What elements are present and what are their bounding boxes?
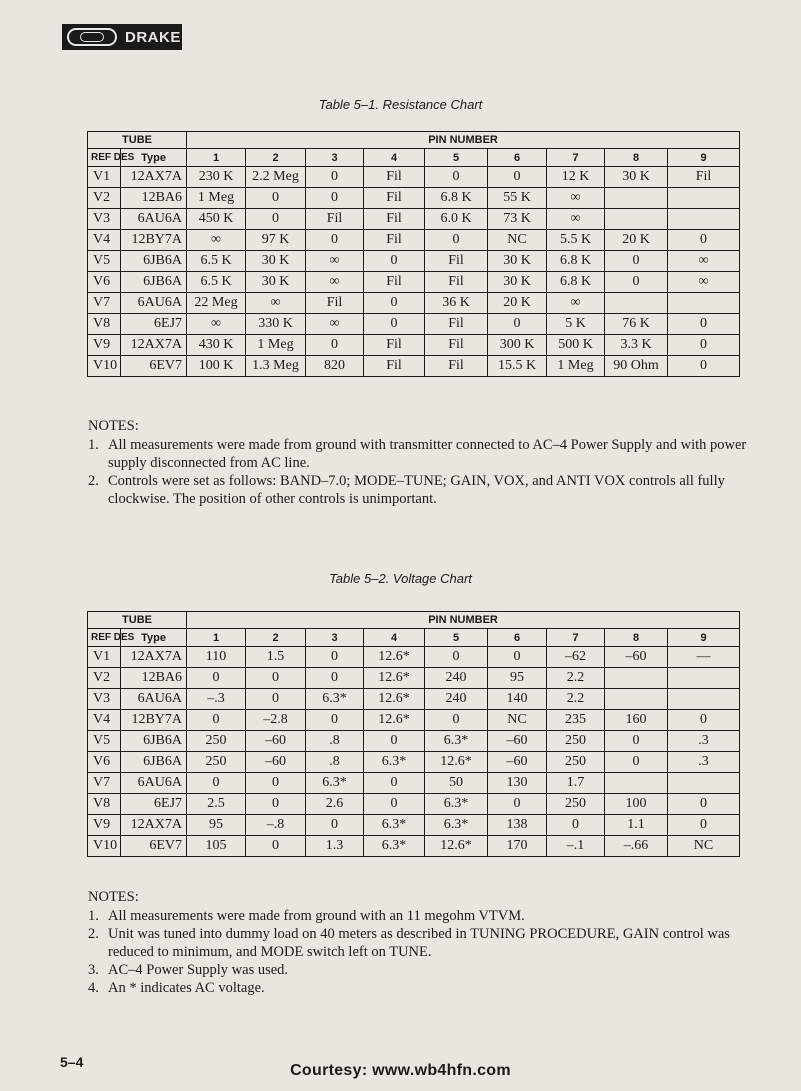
- pin-header-5: 5: [425, 149, 488, 167]
- tube-type-cell: 6JB6A: [121, 272, 187, 293]
- pin-value-cell: 450 K: [187, 209, 246, 230]
- pin-value-cell: 0: [547, 815, 605, 836]
- table-row: [88, 794, 740, 815]
- tube-type-cell: 6JB6A: [121, 752, 187, 773]
- pin-value-cell: Fil: [306, 209, 364, 230]
- pin-value-cell: 0: [246, 794, 306, 815]
- pin-header-3: 3: [306, 149, 364, 167]
- pin-value-cell: 15.5 K: [488, 356, 547, 377]
- pin-value-cell: 0: [246, 209, 306, 230]
- pin-value-cell: 20 K: [488, 293, 547, 314]
- pin-value-cell: 0: [306, 668, 364, 689]
- pin-value-cell: 0: [605, 731, 668, 752]
- ref-des-cell: V3: [88, 209, 121, 230]
- pin-value-cell: [668, 689, 740, 710]
- pin-value-cell: 0: [425, 230, 488, 251]
- logo-text: DRAKE: [125, 28, 181, 46]
- pin-value-cell: 6.8 K: [547, 251, 605, 272]
- pin-value-cell: 1.7: [547, 773, 605, 794]
- pin-value-cell: ∞: [246, 293, 306, 314]
- pin-value-cell: 0: [364, 773, 425, 794]
- pin-value-cell: 90 Ohm: [605, 356, 668, 377]
- courtesy-credit: Courtesy: www.wb4hfn.com: [290, 1062, 511, 1079]
- pin-value-cell: [668, 209, 740, 230]
- pin-header-5: 5: [425, 629, 488, 647]
- pin-value-cell: 55 K: [488, 188, 547, 209]
- pin-value-cell: Fil: [364, 335, 425, 356]
- pin-value-cell: 6.3*: [364, 752, 425, 773]
- pin-value-cell: 30 K: [246, 272, 306, 293]
- pin-value-cell: 30 K: [488, 272, 547, 293]
- pin-value-cell: 6.5 K: [187, 251, 246, 272]
- tube-type-cell: 6EJ7: [121, 794, 187, 815]
- pin-value-cell: 430 K: [187, 335, 246, 356]
- table-row: [88, 836, 740, 857]
- pin-value-cell: 500 K: [547, 335, 605, 356]
- pin-header-2: 2: [246, 629, 306, 647]
- tube-type-cell: 6EV7: [121, 836, 187, 857]
- pin-value-cell: ∞: [668, 272, 740, 293]
- tube-type-cell: 12AX7A: [121, 647, 187, 668]
- pin-value-cell: 6.3*: [364, 815, 425, 836]
- pin-value-cell: 0: [306, 710, 364, 731]
- pin-value-cell: 97 K: [246, 230, 306, 251]
- pin-value-cell: 240: [425, 689, 488, 710]
- pin-value-cell: –2.8: [246, 710, 306, 731]
- tube-header: TUBE: [88, 612, 187, 629]
- pin-value-cell: 138: [488, 815, 547, 836]
- tube-type-cell: 12BA6: [121, 188, 187, 209]
- pin-value-cell: [668, 293, 740, 314]
- tube-type-cell: 6JB6A: [121, 731, 187, 752]
- pin-value-cell: [605, 668, 668, 689]
- pin-value-cell: –.66: [605, 836, 668, 857]
- pin-value-cell: 0: [605, 251, 668, 272]
- pin-value-cell: 0: [306, 335, 364, 356]
- note-item: 1. All measurements were made from ground with an 11 megohm VTVM.: [88, 908, 525, 924]
- tube-type-cell: 12AX7A: [121, 335, 187, 356]
- table-row: [88, 689, 740, 710]
- resistance-chart-body: [88, 167, 740, 377]
- pin-value-cell: –.8: [246, 815, 306, 836]
- table-row: [88, 314, 740, 335]
- pin-value-cell: Fil: [425, 272, 488, 293]
- pin-value-cell: [605, 293, 668, 314]
- pin-value-cell: 820: [306, 356, 364, 377]
- pin-value-cell: 105: [187, 836, 246, 857]
- pin-value-cell: 76 K: [605, 314, 668, 335]
- pin-value-cell: 170: [488, 836, 547, 857]
- pin-value-cell: Fil: [425, 356, 488, 377]
- table-row: [88, 272, 740, 293]
- resistance-notes: [88, 417, 748, 508]
- pin-value-cell: –60: [246, 752, 306, 773]
- pin-value-cell: 95: [488, 668, 547, 689]
- ref-des-cell: V1: [88, 167, 121, 188]
- pin-value-cell: 230 K: [187, 167, 246, 188]
- pin-number-header: PIN NUMBER: [187, 612, 740, 629]
- pin-value-cell: 0: [306, 188, 364, 209]
- ref-des-cell: V3: [88, 689, 121, 710]
- ref-des-cell: V9: [88, 335, 121, 356]
- pin-value-cell: 0: [187, 773, 246, 794]
- pin-value-cell: 12.6*: [425, 752, 488, 773]
- pin-value-cell: 0: [425, 710, 488, 731]
- table-row: [88, 230, 740, 251]
- table-row: [88, 773, 740, 794]
- pin-header-1: 1: [187, 629, 246, 647]
- pin-value-cell: 30 K: [488, 251, 547, 272]
- notes-heading: NOTES:: [88, 889, 139, 905]
- table-row: [88, 335, 740, 356]
- pin-value-cell: 235: [547, 710, 605, 731]
- pin-value-cell: Fil: [364, 356, 425, 377]
- pin-value-cell: Fil: [425, 251, 488, 272]
- pin-value-cell: 140: [488, 689, 547, 710]
- table-row: [88, 188, 740, 209]
- ref-des-cell: V1: [88, 647, 121, 668]
- pin-value-cell: 0: [306, 230, 364, 251]
- pin-header-7: 7: [547, 149, 605, 167]
- pin-value-cell: 73 K: [488, 209, 547, 230]
- pin-value-cell: 0: [668, 335, 740, 356]
- ref-des-header: REF DES: [88, 629, 121, 647]
- pin-value-cell: ∞: [187, 314, 246, 335]
- pin-header-7: 7: [547, 629, 605, 647]
- pin-value-cell: 0: [668, 230, 740, 251]
- pin-value-cell: 1.3 Meg: [246, 356, 306, 377]
- pin-value-cell: 12.6*: [364, 647, 425, 668]
- tube-type-cell: 12AX7A: [121, 815, 187, 836]
- pin-value-cell: [605, 209, 668, 230]
- table-row: [88, 710, 740, 731]
- pin-header-4: 4: [364, 149, 425, 167]
- ref-des-cell: V6: [88, 752, 121, 773]
- pin-value-cell: ∞: [668, 251, 740, 272]
- table-row: [88, 167, 740, 188]
- pin-value-cell: 6.3*: [364, 836, 425, 857]
- table-row: [88, 356, 740, 377]
- pin-value-cell: 0: [246, 689, 306, 710]
- pin-header-3: 3: [306, 629, 364, 647]
- note-text: Controls were set as follows: BAND–7.0; MODE–TUNE; GAIN, VOX, and ANTI VOX controls all fully clockwise. The position of other controls is unimportant.: [108, 473, 725, 507]
- pin-value-cell: 0: [306, 647, 364, 668]
- pin-value-cell: 130: [488, 773, 547, 794]
- pin-value-cell: 0: [364, 314, 425, 335]
- pin-value-cell: Fil: [425, 314, 488, 335]
- pin-header-9: 9: [668, 149, 740, 167]
- pin-value-cell: 6.3*: [306, 773, 364, 794]
- pin-value-cell: .3: [668, 752, 740, 773]
- table-row: [88, 209, 740, 230]
- pin-value-cell: .8: [306, 752, 364, 773]
- tube-type-cell: 6AU6A: [121, 773, 187, 794]
- pin-value-cell: 1.1: [605, 815, 668, 836]
- pin-value-cell: 330 K: [246, 314, 306, 335]
- pin-header-8: 8: [605, 629, 668, 647]
- pin-header-8: 8: [605, 149, 668, 167]
- pin-value-cell: 6.8 K: [547, 272, 605, 293]
- table-row: [88, 815, 740, 836]
- type-header: Type: [121, 629, 187, 647]
- page-number: 5–4: [60, 1054, 84, 1070]
- pin-value-cell: 100: [605, 794, 668, 815]
- pin-value-cell: 0: [668, 710, 740, 731]
- pin-value-cell: –.3: [187, 689, 246, 710]
- note-item: 4. An * indicates AC voltage.: [88, 980, 265, 996]
- pin-value-cell: Fil: [306, 293, 364, 314]
- pin-value-cell: –62: [547, 647, 605, 668]
- pin-header-6: 6: [488, 629, 547, 647]
- ref-des-cell: V7: [88, 773, 121, 794]
- pin-value-cell: 12.6*: [425, 836, 488, 857]
- drake-logo: [62, 24, 182, 50]
- pin-value-cell: 6.3*: [425, 731, 488, 752]
- pin-value-cell: 12.6*: [364, 668, 425, 689]
- pin-value-cell: 2.2: [547, 689, 605, 710]
- tube-type-cell: 12AX7A: [121, 167, 187, 188]
- pin-header-2: 2: [246, 149, 306, 167]
- notes-heading: NOTES:: [88, 418, 139, 434]
- voltage-chart-caption: Table 5–2. Voltage Chart: [329, 571, 472, 586]
- pin-value-cell: Fil: [364, 209, 425, 230]
- table-row: [88, 647, 740, 668]
- pin-value-cell: 2.6: [306, 794, 364, 815]
- table-row: [88, 668, 740, 689]
- note-text: All measurements were made from ground with an 11 megohm VTVM.: [108, 908, 525, 924]
- note-text: AC–4 Power Supply was used.: [108, 962, 289, 978]
- pin-value-cell: 110: [187, 647, 246, 668]
- pin-value-cell: 3.3 K: [605, 335, 668, 356]
- resistance-chart-caption: Table 5–1. Resistance Chart: [318, 97, 483, 112]
- pin-value-cell: 300 K: [488, 335, 547, 356]
- pin-value-cell: ∞: [547, 209, 605, 230]
- tube-type-cell: 6AU6A: [121, 689, 187, 710]
- pin-value-cell: 0: [246, 836, 306, 857]
- pin-value-cell: –60: [605, 647, 668, 668]
- tube-type-cell: 6JB6A: [121, 251, 187, 272]
- ref-des-header: REF DES: [88, 149, 121, 167]
- pin-value-cell: NC: [668, 836, 740, 857]
- pin-value-cell: 0: [425, 167, 488, 188]
- tube-type-cell: 6EV7: [121, 356, 187, 377]
- drake-logo-mark: [67, 28, 117, 46]
- pin-value-cell: 0: [668, 356, 740, 377]
- pin-value-cell: 0: [425, 647, 488, 668]
- note-item: 2. Controls were set as follows: BAND–7.0; MODE–TUNE; GAIN, VOX, and ANTI VOX controls all fully clockwise. The position of other controls is unimportant.: [88, 472, 748, 508]
- pin-value-cell: 100 K: [187, 356, 246, 377]
- ref-des-cell: V8: [88, 794, 121, 815]
- pin-value-cell: 0: [246, 188, 306, 209]
- pin-value-cell: –.1: [547, 836, 605, 857]
- pin-value-cell: 0: [364, 794, 425, 815]
- pin-value-cell: 6.3*: [425, 794, 488, 815]
- pin-value-cell: [605, 689, 668, 710]
- pin-value-cell: 30 K: [246, 251, 306, 272]
- note-item: 1. All measurements were made from ground with transmitter connected to AC–4 Power Supply and with power supply disconnected from AC line.: [88, 437, 747, 471]
- ref-des-cell: V2: [88, 668, 121, 689]
- pin-value-cell: 0: [306, 167, 364, 188]
- type-header: Type: [121, 149, 187, 167]
- tube-type-cell: 12BY7A: [121, 230, 187, 251]
- tube-type-cell: 12BY7A: [121, 710, 187, 731]
- pin-value-cell: 1 Meg: [547, 356, 605, 377]
- pin-value-cell: 6.8 K: [425, 188, 488, 209]
- pin-value-cell: 0: [488, 794, 547, 815]
- ref-des-cell: V4: [88, 230, 121, 251]
- pin-value-cell: 250: [547, 752, 605, 773]
- pin-value-cell: 5 K: [547, 314, 605, 335]
- pin-value-cell: 0: [605, 752, 668, 773]
- pin-value-cell: 6.5 K: [187, 272, 246, 293]
- pin-value-cell: 250: [187, 752, 246, 773]
- pin-value-cell: 1.3: [306, 836, 364, 857]
- pin-value-cell: Fil: [364, 167, 425, 188]
- pin-value-cell: 0: [488, 314, 547, 335]
- pin-value-cell: 22 Meg: [187, 293, 246, 314]
- pin-value-cell: .8: [306, 731, 364, 752]
- table-row: [88, 251, 740, 272]
- voltage-notes: [88, 888, 748, 997]
- pin-value-cell: 95: [187, 815, 246, 836]
- pin-value-cell: [605, 188, 668, 209]
- pin-value-cell: 0: [364, 731, 425, 752]
- pin-value-cell: 0: [488, 647, 547, 668]
- voltage-chart-table: [87, 611, 740, 857]
- tube-type-cell: 12BA6: [121, 668, 187, 689]
- ref-des-cell: V5: [88, 731, 121, 752]
- pin-value-cell: –60: [246, 731, 306, 752]
- ref-des-cell: V10: [88, 836, 121, 857]
- pin-value-cell: 1 Meg: [246, 335, 306, 356]
- pin-value-cell: ∞: [306, 251, 364, 272]
- ref-des-cell: V6: [88, 272, 121, 293]
- pin-value-cell: [668, 188, 740, 209]
- pin-header-6: 6: [488, 149, 547, 167]
- pin-value-cell: 6.0 K: [425, 209, 488, 230]
- ref-des-cell: V4: [88, 710, 121, 731]
- pin-value-cell: 5.5 K: [547, 230, 605, 251]
- pin-header-9: 9: [668, 629, 740, 647]
- tube-type-cell: 6EJ7: [121, 314, 187, 335]
- pin-value-cell: 240: [425, 668, 488, 689]
- pin-value-cell: [668, 773, 740, 794]
- ref-des-cell: V5: [88, 251, 121, 272]
- pin-value-cell: 0: [668, 815, 740, 836]
- pin-value-cell: .3: [668, 731, 740, 752]
- pin-value-cell: 12.6*: [364, 710, 425, 731]
- ref-des-cell: V2: [88, 188, 121, 209]
- pin-value-cell: 0: [668, 314, 740, 335]
- pin-value-cell: 2.2: [547, 668, 605, 689]
- note-text: All measurements were made from ground with transmitter connected to AC–4 Power Supply and with power supply disconnected from AC line.: [108, 437, 747, 471]
- pin-value-cell: Fil: [668, 167, 740, 188]
- pin-value-cell: Fil: [364, 230, 425, 251]
- pin-header-1: 1: [187, 149, 246, 167]
- voltage-chart-body: [88, 647, 740, 857]
- pin-value-cell: Fil: [425, 335, 488, 356]
- ref-des-cell: V7: [88, 293, 121, 314]
- table-row: [88, 752, 740, 773]
- pin-value-cell: 0: [306, 815, 364, 836]
- pin-value-cell: 2.5: [187, 794, 246, 815]
- pin-value-cell: ∞: [306, 314, 364, 335]
- pin-value-cell: –60: [488, 752, 547, 773]
- pin-value-cell: [668, 668, 740, 689]
- pin-value-cell: ∞: [306, 272, 364, 293]
- tube-type-cell: 6AU6A: [121, 293, 187, 314]
- tube-header: TUBE: [88, 132, 187, 149]
- pin-value-cell: ∞: [547, 188, 605, 209]
- pin-value-cell: 12.6*: [364, 689, 425, 710]
- pin-value-cell: 160: [605, 710, 668, 731]
- pin-value-cell: NC: [488, 230, 547, 251]
- pin-value-cell: 36 K: [425, 293, 488, 314]
- pin-value-cell: 0: [605, 272, 668, 293]
- pin-value-cell: 30 K: [605, 167, 668, 188]
- pin-value-cell: 12 K: [547, 167, 605, 188]
- pin-value-cell: 0: [246, 773, 306, 794]
- note-text: Unit was tuned into dummy load on 40 meters as described in TUNING PROCEDURE, GAIN control was reduced to minimum, and MODE switch left on TUNE.: [108, 926, 730, 960]
- pin-value-cell: ∞: [547, 293, 605, 314]
- table-row: [88, 731, 740, 752]
- pin-value-cell: 20 K: [605, 230, 668, 251]
- pin-value-cell: Fil: [364, 272, 425, 293]
- table-row: [88, 293, 740, 314]
- pin-value-cell: 0: [364, 293, 425, 314]
- pin-value-cell: 6.3*: [425, 815, 488, 836]
- tube-type-cell: 6AU6A: [121, 209, 187, 230]
- note-item: 3. AC–4 Power Supply was used.: [88, 962, 289, 978]
- pin-value-cell: 6.3*: [306, 689, 364, 710]
- pin-value-cell: 0: [187, 668, 246, 689]
- pin-value-cell: 0: [488, 167, 547, 188]
- pin-value-cell: 0: [364, 251, 425, 272]
- note-text: An * indicates AC voltage.: [108, 980, 265, 996]
- ref-des-cell: V10: [88, 356, 121, 377]
- pin-value-cell: 0: [668, 794, 740, 815]
- pin-value-cell: 0: [246, 668, 306, 689]
- pin-value-cell: 50: [425, 773, 488, 794]
- pin-value-cell: NC: [488, 710, 547, 731]
- pin-value-cell: 250: [187, 731, 246, 752]
- ref-des-cell: V8: [88, 314, 121, 335]
- pin-value-cell: 250: [547, 794, 605, 815]
- note-item: 2. Unit was tuned into dummy load on 40 meters as described in TUNING PROCEDURE, GAIN control was reduced to minimum, and MODE switch left on TUNE.: [88, 925, 748, 961]
- pin-value-cell: –60: [488, 731, 547, 752]
- pin-value-cell: 2.2 Meg: [246, 167, 306, 188]
- pin-value-cell: 0: [187, 710, 246, 731]
- resistance-chart-table: [87, 131, 740, 377]
- pin-value-cell: 250: [547, 731, 605, 752]
- pin-header-4: 4: [364, 629, 425, 647]
- pin-value-cell: Fil: [364, 188, 425, 209]
- pin-value-cell: [605, 773, 668, 794]
- pin-value-cell: —: [668, 647, 740, 668]
- pin-number-header: PIN NUMBER: [187, 132, 740, 149]
- pin-value-cell: ∞: [187, 230, 246, 251]
- pin-value-cell: 1.5: [246, 647, 306, 668]
- ref-des-cell: V9: [88, 815, 121, 836]
- pin-value-cell: 1 Meg: [187, 188, 246, 209]
